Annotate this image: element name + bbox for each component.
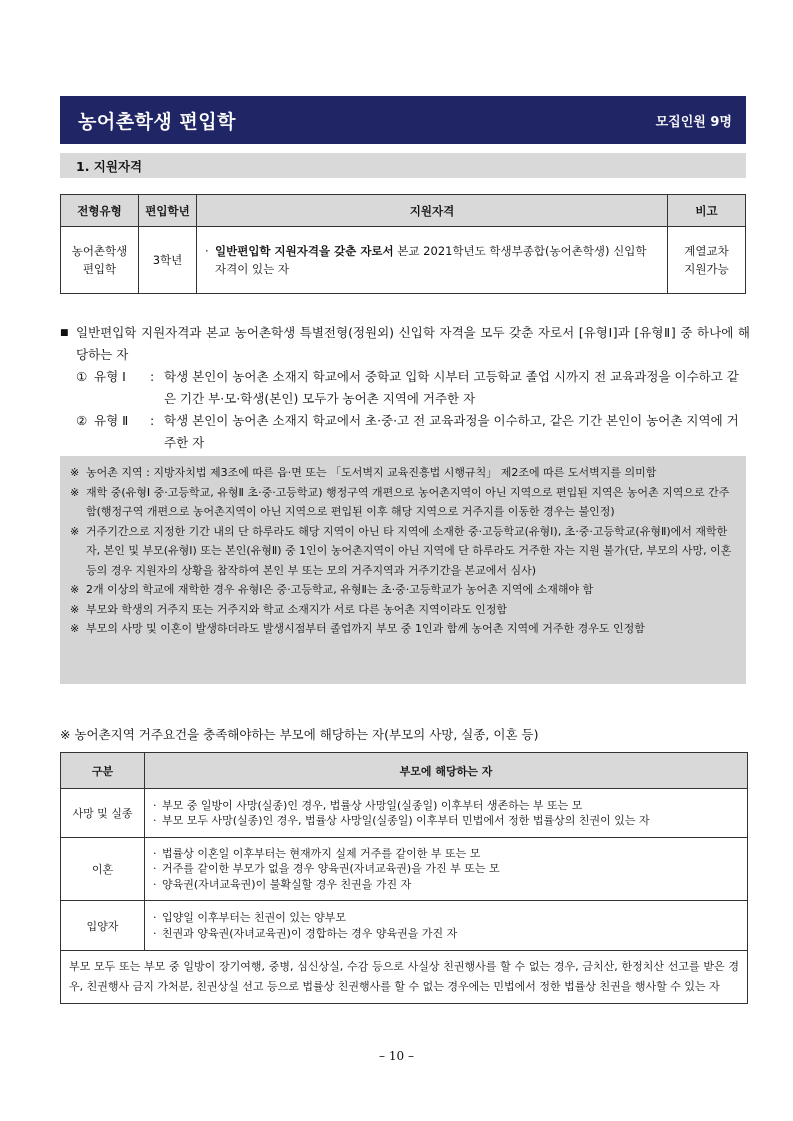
cell-qualification [197, 227, 668, 294]
page-title: 농어촌학생 편입학 [78, 110, 236, 133]
notice-item: ※ 부모와 학생의 거주지 또는 거주지와 학교 소재지가 서로 다른 농어촌 지역이라도 인정함 [70, 602, 507, 616]
cell-footer-note: 부모 모두 또는 부모 중 일방이 장기여행, 중병, 심신상실, 수감 등으로 사실상 친권행사를 할 수 없는 경우, 금치산, 한정치산 선고를 받은 경우, 친권행사 금지 가처분, 친권상실 선고 등으로 법률상 친권행사를 할 수 없는 경우에는 민법에서 정한 법률상 친권을 행사할 수 있는 자 [61, 951, 748, 1004]
notice-item: ※ 재학 중(유형Ⅰ 중·고등학교, 유형Ⅱ 초·중·고등학교) 행정구역 개편으로 농어촌지역이 아닌 지역으로 편입된 지역은 농어촌 지역으로 간주함(행정구역 개편으로 농어촌지역이 아닌 지역으로 편입된 이후 해당 지역으로 거주지를 이동한 경우는 불인정) [70, 485, 730, 518]
section-heading: 1. 지원자격 [60, 153, 746, 178]
cell-description: · 부모 중 일방이 사망(실종)인 경우, 법률상 사망일(실종일) 이후부터 생존하는 부 또는 모 · 부모 모두 사망(실종)인 경우, 법률상 사망일(실종일) 이후부터 민법에서 정한 법률상의 친권이 있는 자 [145, 789, 748, 838]
cell-description: · 입양일 이후부터는 친권이 있는 양부모 · 친권과 양육권(자녀교육권)이 경합하는 경우 양육권을 가진 자 [145, 901, 748, 951]
col-header-qualification: 지원자격 [197, 195, 668, 227]
notice-item: ※ 부모의 사망 및 이혼이 발생하더라도 발생시점부터 졸업까지 부모 중 1인과 함께 농어촌 지역에 거주한 경우도 인정함 [70, 622, 645, 635]
square-bullet-icon: ■ [60, 328, 69, 338]
table-row [61, 901, 748, 951]
qualification-bold: 일반편입학 지원자격을 갖춘 자로서 [215, 244, 394, 258]
cell-note: 계열교차 지원가능 [668, 227, 746, 294]
table-row [61, 227, 746, 294]
cell-category: 이혼 [61, 838, 145, 901]
type-item: ① 유형 Ⅰ : 학생 본인이 농어촌 소재지 학교에서 중학교 입학 시부터 고등학교 졸업 시까지 전 교육과정을 이수하고 같은 기간 부·모·학생(본인) 모두가 농어촌 지역에 거주한 자 [76, 369, 739, 406]
bullet: · [205, 244, 209, 258]
qualification-text: 본교 2021학년도 학생부종합(농어촌학생) 신입학 자격이 있는 자 [215, 244, 647, 276]
cell-grade: 3학년 [139, 227, 197, 294]
notice-item: ※ 거주기간으로 지정한 기간 내의 단 하루라도 해당 지역이 아닌 타 지역에 소재한 중·고등학교(유형Ⅰ), 초·중·고등학교(유형Ⅱ)에서 재학한 자, 본인 및 부모(유형Ⅰ) 또는 본인(유형Ⅱ) 중 1인이 농어촌지역이 아닌 지역에 단 하루라도 거주한 자는 지원 불가(단, 부모의 사망, 이혼 등의 경우 지원자의 상황을 참작하여 본인 부 또는 모의 거주지역과 거주기간을 본교에서 심사) [70, 524, 732, 577]
eligibility-table [60, 194, 746, 294]
page-title-bar [60, 96, 746, 144]
col-header-category: 구분 [61, 753, 145, 789]
cell-description: · 법률상 이혼일 이후부터는 현재까지 실제 거주를 같이한 부 또는 모 · 거주를 같이한 부모가 없을 경우 양육권(자녀교육권)을 가진 부 또는 모 · 양육권(자녀교육권)이 불확실할 경우 친권을 가진 자 [145, 838, 748, 901]
cell-category: 사망 및 실종 [61, 789, 145, 838]
col-header-note: 비고 [668, 195, 746, 227]
table-row [61, 951, 748, 1004]
eligibility-notes [60, 322, 750, 454]
parent-table [60, 752, 748, 1004]
cell-category: 입양자 [61, 901, 145, 951]
col-header-type: 전형유형 [61, 195, 139, 227]
col-header-grade: 편입학년 [139, 195, 197, 227]
main-note: 일반편입학 지원자격과 본교 농어촌학생 특별전형(정원외) 신입학 자격을 모두 갖춘 자로서 [유형Ⅰ]과 [유형Ⅱ] 중 하나에 해당하는 자 [76, 325, 750, 362]
cell-type: 농어촌학생 편입학 [61, 227, 139, 294]
quota-label: 모집인원 9명 [655, 114, 732, 130]
table-row [61, 838, 748, 901]
notice-box [60, 456, 746, 684]
notice-item: ※ 농어촌 지역 : 지방자치법 제3조에 따른 읍·면 또는 「도서벽지 교육진흥법 시행규칙」 제2조에 따른 도서벽지를 의미함 [70, 466, 657, 479]
type-item: ② 유형 Ⅱ : 학생 본인이 농어촌 소재지 학교에서 초·중·고 전 교육과정을 이수하고, 같은 기간 본인이 농어촌 지역에 거주한 자 [76, 413, 739, 450]
col-header-parent: 부모에 해당하는 자 [145, 753, 748, 789]
parent-requirement-heading: ※ 농어촌지역 거주요건을 충족해야하는 부모에 해당하는 자(부모의 사망, 실종, 이혼 등) [60, 727, 539, 742]
table-row [61, 789, 748, 838]
notice-item: ※ 2개 이상의 학교에 재학한 경우 유형Ⅰ은 중·고등학교, 유형Ⅱ는 초·중·고등학교가 농어촌 지역에 소재해야 함 [70, 583, 594, 596]
page-number: – 10 – [379, 1049, 414, 1063]
